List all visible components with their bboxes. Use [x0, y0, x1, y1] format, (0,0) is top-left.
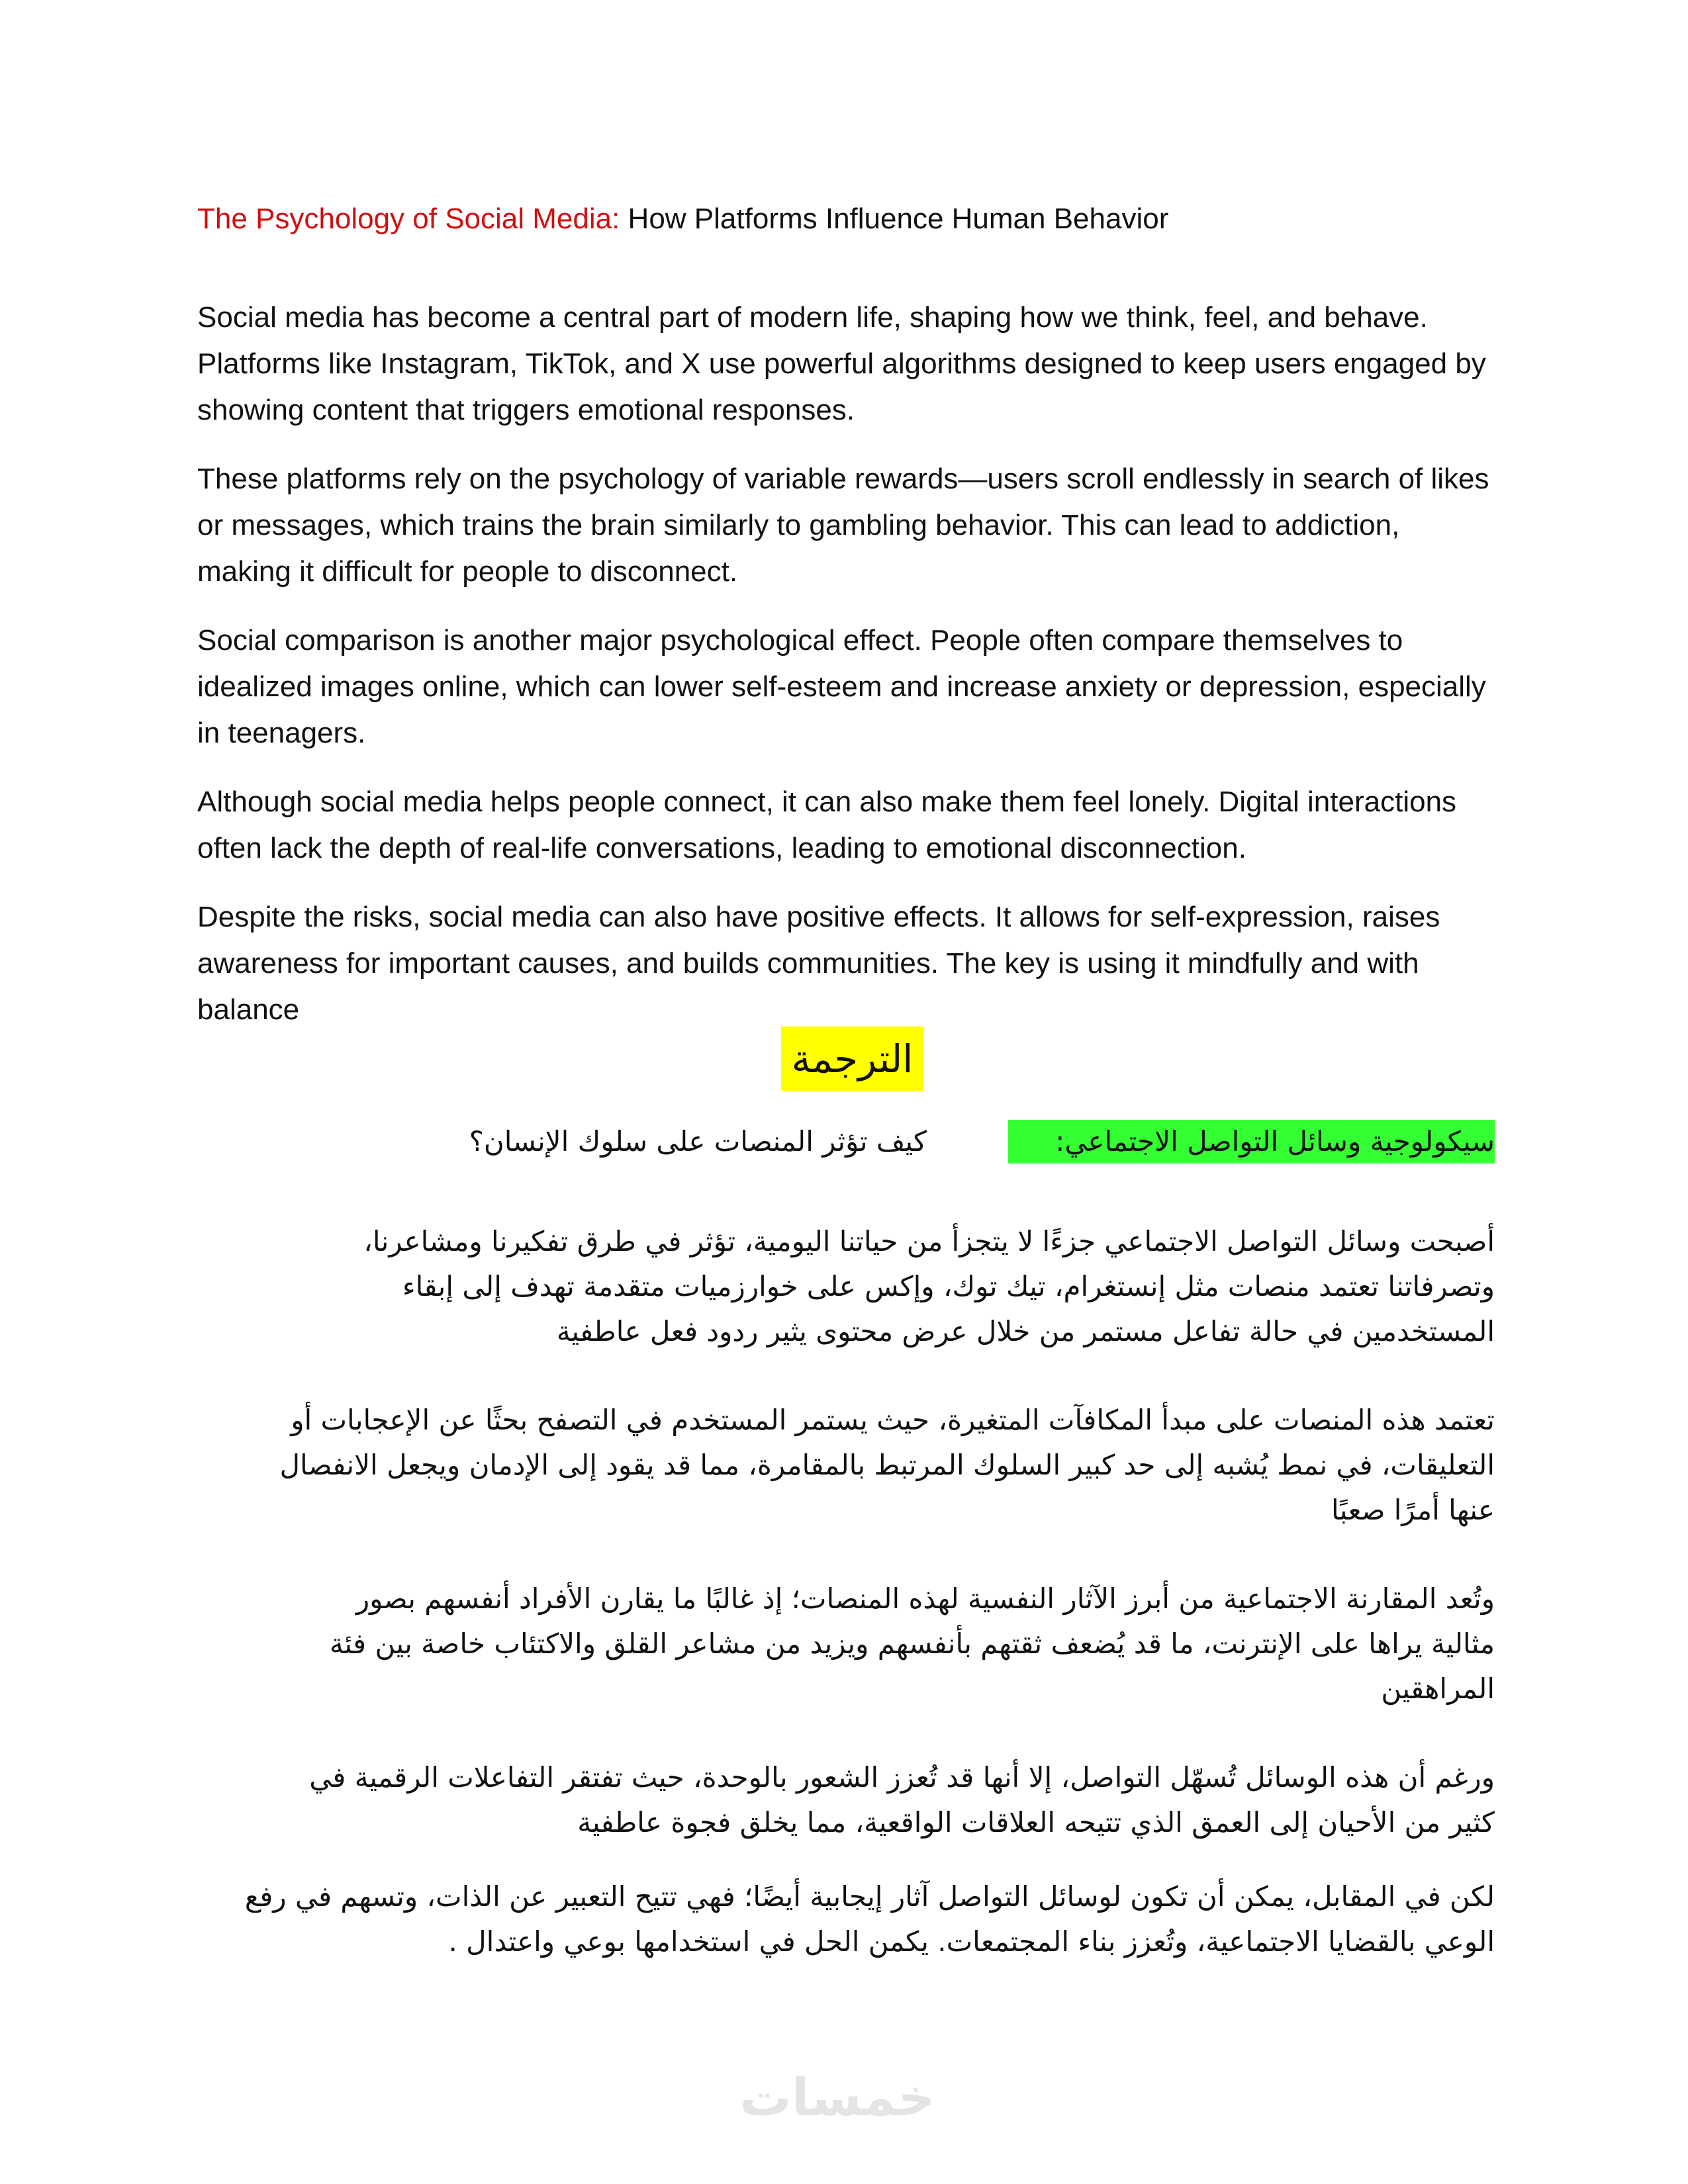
english-title-rest: How Platforms Influence Human Behavior [620, 203, 1169, 235]
english-paragraph-4: Although social media helps people connect, it can also make them feel lonely. Digital interactions often lack the depth of real-life conversations, leading to emotional disconnection. [197, 786, 1457, 864]
english-paragraph-2: These platforms rely on the psychology of variable rewards—users scroll endlessly in search of likes or messages, which trains the brain similarly to gambling behavior. This can lead to addiction, making it difficult for people to disconnect. [197, 463, 1489, 588]
arabic-paragraph-3: وتُعد المقارنة الاجتماعية من أبرز الآثار النفسية لهذه المنصات؛ إذ غالبًا ما يقارن الأفراد أنفسهم بصور مثالية يراها على الإنترنت، ما قد يُضعف ثقتهم بأنفسهم ويزيد من مشاعر القلق والاكتئاب خاصة بين فئة المراهقين [329, 1582, 1495, 1705]
arabic-paragraph-5: لكن في المقابل، يمكن أن تكون لوسائل التواصل آثار إيجابية أيضًا؛ فهي تتيح التعبير عن الذات، وتسهم في رفع الوعي بالقضايا الاجتماعية، وتُعزز بناء المجتمعات. يكمن الحل في استخدامها بوعي واعتدال . [244, 1880, 1495, 1958]
arabic-paragraph-1: أصبحت وسائل التواصل الاجتماعي جزءًا لا يتجزأ من حياتنا اليومية، تؤثر في طرق تفكيرنا ومشاعرنا، وتصرفاتنا تعتمد منصات مثل إنستغرام، تيك توك، وإكس على خوارزميات متقدمة تهدف إلى إبقاء المستخدمين في حالة تفاعل مستمر من خلال عرض محتوى يثير ردود فعل عاطفية [363, 1225, 1495, 1347]
english-paragraph-1: Social media has become a central part of modern life, shaping how we think, feel, and behave. Platforms like Instagram, TikTok, and X use powerful algorithms designed to keep users engaged by showing content that triggers emotional responses. [197, 301, 1486, 426]
english-paragraph-3: Social comparison is another major psychological effect. People often compare themselves to idealized images online, which can lower self-esteem and increase anxiety or depression, especially in teenagers. [197, 624, 1486, 749]
arabic-title-highlight: سيكولوجية وسائل التواصل الاجتماعي: [1008, 1120, 1495, 1163]
arabic-paragraph-4: ورغم أن هذه الوسائل تُسهّل التواصل، إلا أنها قد تُعزز الشعور بالوحدة، حيث تفتقر التفاعلات الرقمية في كثير من الأحيان إلى العمق الذي تتيحه العلاقات الواقعية، مما يخلق فجوة عاطفية [309, 1761, 1495, 1839]
translation-heading: الترجمة [781, 1026, 923, 1091]
english-paragraph-5: Despite the risks, social media can also have positive effects. It allows for self-expression, raises awareness for important causes, and builds communities. The key is using it mindfully and with balance [197, 901, 1440, 1026]
english-title [197, 196, 1495, 242]
arabic-paragraph-2: تعتمد هذه المنصات على مبدأ المكافآت المتغيرة، حيث يستمر المستخدم في التصفح بحثًا عن الإعجابات أو التعليقات، في نمط يُشبه إلى حد كبير السلوك المرتبط بالمقامرة، مما قد يقود إلى الإدمان ويجعل الانفصال عنها أمرًا صعبًا [279, 1404, 1495, 1526]
english-title-red: The Psychology of Social Media: [197, 203, 620, 235]
arabic-title-rest: كيف تؤثر المنصات على سلوك الإنسان؟ [469, 1125, 927, 1158]
khamsat-watermark: خمسات [739, 2068, 935, 2128]
